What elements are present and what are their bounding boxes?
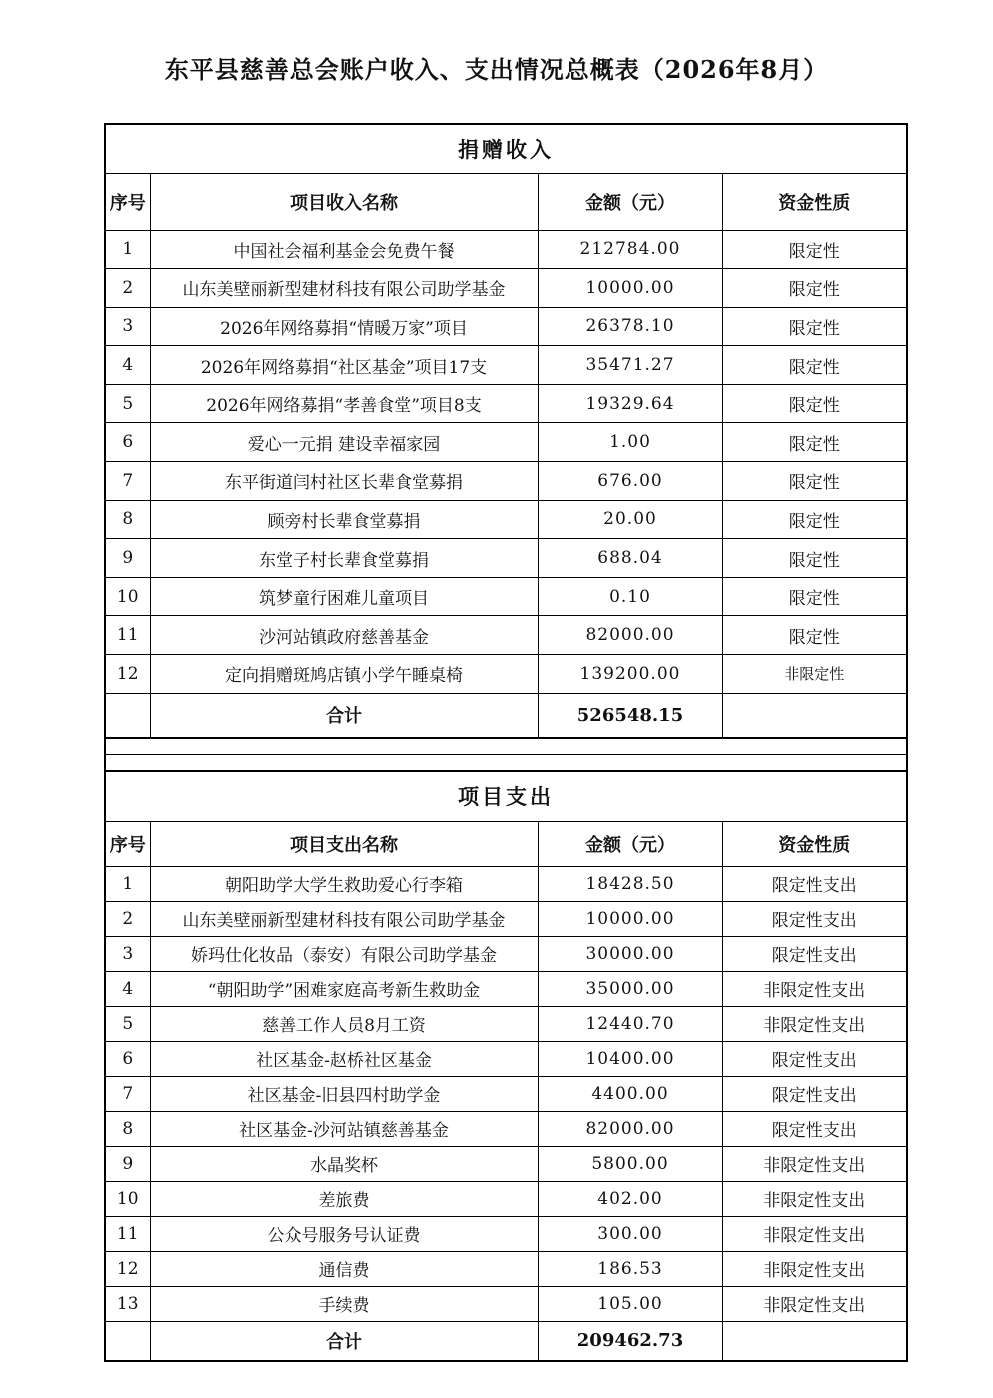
row-amount: 4400.00 xyxy=(538,1076,722,1111)
row-nature: 限定性 xyxy=(722,539,907,578)
page-title: 东平县慈善总会账户收入、支出情况总概表（2026年8月） xyxy=(164,55,829,84)
row-amount: 82000.00 xyxy=(538,1111,722,1146)
income-header-no: 序号 xyxy=(105,173,150,230)
row-name: 2026年网络募捐“情暖万家”项目 xyxy=(150,307,538,346)
row-number: 11 xyxy=(105,1216,150,1251)
row-nature: 非限定性支出 xyxy=(722,1251,907,1286)
row-number: 12 xyxy=(105,655,150,694)
row-amount: 30000.00 xyxy=(538,936,722,971)
row-nature: 限定性支出 xyxy=(722,1111,907,1146)
row-number: 10 xyxy=(105,577,150,616)
row-name: 娇玛仕化妆品（泰安）有限公司助学基金 xyxy=(150,936,538,971)
spacer-cell xyxy=(105,739,907,755)
row-number: 13 xyxy=(105,1286,150,1321)
row-amount: 139200.00 xyxy=(538,655,722,694)
expense-header-amount: 金额（元） xyxy=(538,821,722,866)
row-name: 山东美壁丽新型建材科技有限公司助学基金 xyxy=(150,901,538,936)
expense-section-title: 项目支出 xyxy=(105,771,907,821)
table-row xyxy=(105,616,907,655)
expense-header-nature: 资金性质 xyxy=(722,821,907,866)
section-spacer xyxy=(104,738,908,771)
row-amount: 300.00 xyxy=(538,1216,722,1251)
row-name: 爱心一元捐 建设幸福家园 xyxy=(150,423,538,462)
row-number: 2 xyxy=(105,269,150,308)
income-section-row xyxy=(105,124,907,173)
table-row xyxy=(105,230,907,269)
table-row xyxy=(105,1111,907,1146)
row-number: 6 xyxy=(105,1041,150,1076)
row-number: 7 xyxy=(105,1076,150,1111)
row-amount: 35000.00 xyxy=(538,971,722,1006)
row-nature: 限定性 xyxy=(722,616,907,655)
row-number: 3 xyxy=(105,307,150,346)
row-number: 7 xyxy=(105,462,150,501)
row-number: 5 xyxy=(105,384,150,423)
spacer-cell xyxy=(105,755,907,771)
expense-table-body xyxy=(105,771,907,1361)
row-nature: 限定性 xyxy=(722,462,907,501)
row-number: 4 xyxy=(105,346,150,385)
row-amount: 18428.50 xyxy=(538,866,722,901)
row-name: 东堂子村长辈食堂募捐 xyxy=(150,539,538,578)
table-row xyxy=(105,1251,907,1286)
table-row xyxy=(105,901,907,936)
table-row xyxy=(105,1181,907,1216)
row-number: 12 xyxy=(105,1251,150,1286)
row-nature: 限定性 xyxy=(722,230,907,269)
row-nature: 非限定性支出 xyxy=(722,1146,907,1181)
income-header-amount: 金额（元） xyxy=(538,173,722,230)
total-row xyxy=(105,693,907,738)
row-nature: 限定性 xyxy=(722,384,907,423)
table-row xyxy=(105,1006,907,1041)
row-name: 山东美壁丽新型建材科技有限公司助学基金 xyxy=(150,269,538,308)
table-row xyxy=(105,1041,907,1076)
expense-table xyxy=(104,770,908,1362)
table-row xyxy=(105,577,907,616)
total-amount: 209462.73 xyxy=(538,1321,722,1361)
table-row xyxy=(105,384,907,423)
row-nature: 非限定性支出 xyxy=(722,1216,907,1251)
table-row xyxy=(105,269,907,308)
table-row xyxy=(105,500,907,539)
total-empty-cell xyxy=(722,693,907,738)
income-header-row xyxy=(105,173,907,230)
row-amount: 402.00 xyxy=(538,1181,722,1216)
income-table xyxy=(104,123,908,739)
table-row xyxy=(105,307,907,346)
row-name: 通信费 xyxy=(150,1251,538,1286)
row-name: 2026年网络募捐“孝善食堂”项目8支 xyxy=(150,384,538,423)
row-nature: 限定性 xyxy=(722,423,907,462)
table-row xyxy=(105,1286,907,1321)
row-amount: 5800.00 xyxy=(538,1146,722,1181)
row-number: 9 xyxy=(105,1146,150,1181)
row-amount: 10000.00 xyxy=(538,269,722,308)
table-row xyxy=(105,423,907,462)
row-amount: 676.00 xyxy=(538,462,722,501)
income-header-nature: 资金性质 xyxy=(722,173,907,230)
row-name: 差旅费 xyxy=(150,1181,538,1216)
row-number: 4 xyxy=(105,971,150,1006)
table-row xyxy=(105,1216,907,1251)
row-name: 中国社会福利基金会免费午餐 xyxy=(150,230,538,269)
total-empty-cell xyxy=(722,1321,907,1361)
total-label: 合计 xyxy=(150,693,538,738)
income-header-name: 项目收入名称 xyxy=(150,173,538,230)
table-row xyxy=(105,936,907,971)
row-nature: 非限定性支出 xyxy=(722,971,907,1006)
row-nature: 非限定性支出 xyxy=(722,1006,907,1041)
row-name: 慈善工作人员8月工资 xyxy=(150,1006,538,1041)
row-amount: 0.10 xyxy=(538,577,722,616)
total-label: 合计 xyxy=(150,1321,538,1361)
row-number: 9 xyxy=(105,539,150,578)
row-amount: 12440.70 xyxy=(538,1006,722,1041)
row-nature: 限定性支出 xyxy=(722,866,907,901)
row-name: “朝阳助学”困难家庭高考新生救助金 xyxy=(150,971,538,1006)
table-row xyxy=(105,1076,907,1111)
row-number: 11 xyxy=(105,616,150,655)
row-nature: 限定性支出 xyxy=(722,1076,907,1111)
table-row xyxy=(105,462,907,501)
table-row xyxy=(105,971,907,1006)
total-row xyxy=(105,1321,907,1361)
row-name: 朝阳助学大学生救助爱心行李箱 xyxy=(150,866,538,901)
row-amount: 20.00 xyxy=(538,500,722,539)
row-amount: 82000.00 xyxy=(538,616,722,655)
row-nature: 非限定性支出 xyxy=(722,1286,907,1321)
total-amount: 526548.15 xyxy=(538,693,722,738)
row-amount: 186.53 xyxy=(538,1251,722,1286)
row-nature: 限定性 xyxy=(722,269,907,308)
row-number: 10 xyxy=(105,1181,150,1216)
table-row xyxy=(105,539,907,578)
spacer-row xyxy=(105,755,907,771)
row-name: 社区基金-赵桥社区基金 xyxy=(150,1041,538,1076)
spacer-row xyxy=(105,739,907,755)
table-row xyxy=(105,655,907,694)
row-number: 1 xyxy=(105,230,150,269)
row-name: 社区基金-旧县四村助学金 xyxy=(150,1076,538,1111)
row-number: 8 xyxy=(105,500,150,539)
income-section-title: 捐赠收入 xyxy=(105,124,907,173)
row-amount: 1.00 xyxy=(538,423,722,462)
row-nature: 限定性 xyxy=(722,577,907,616)
row-nature: 限定性 xyxy=(722,500,907,539)
total-empty-cell xyxy=(105,1321,150,1361)
row-name: 2026年网络募捐“社区基金”项目17支 xyxy=(150,346,538,385)
expense-header-no: 序号 xyxy=(105,821,150,866)
row-nature: 限定性 xyxy=(722,346,907,385)
row-name: 沙河站镇政府慈善基金 xyxy=(150,616,538,655)
row-name: 手续费 xyxy=(150,1286,538,1321)
row-nature: 限定性支出 xyxy=(722,1041,907,1076)
row-number: 5 xyxy=(105,1006,150,1041)
row-amount: 26378.10 xyxy=(538,307,722,346)
row-amount: 10000.00 xyxy=(538,901,722,936)
row-name: 公众号服务号认证费 xyxy=(150,1216,538,1251)
row-name: 顾旁村长辈食堂募捐 xyxy=(150,500,538,539)
table-row xyxy=(105,1146,907,1181)
row-nature: 非限定性 xyxy=(722,655,907,694)
expense-header-row xyxy=(105,821,907,866)
row-name: 定向捐赠斑鸠店镇小学午睡桌椅 xyxy=(150,655,538,694)
table-row xyxy=(105,346,907,385)
row-name: 东平街道闫村社区长辈食堂募捐 xyxy=(150,462,538,501)
total-empty-cell xyxy=(105,693,150,738)
row-nature: 限定性支出 xyxy=(722,901,907,936)
row-nature: 限定性 xyxy=(722,307,907,346)
row-amount: 35471.27 xyxy=(538,346,722,385)
row-number: 2 xyxy=(105,901,150,936)
expense-header-name: 项目支出名称 xyxy=(150,821,538,866)
row-number: 8 xyxy=(105,1111,150,1146)
row-nature: 非限定性支出 xyxy=(722,1181,907,1216)
row-amount: 105.00 xyxy=(538,1286,722,1321)
row-name: 筑梦童行困难儿童项目 xyxy=(150,577,538,616)
row-amount: 10400.00 xyxy=(538,1041,722,1076)
row-amount: 688.04 xyxy=(538,539,722,578)
row-number: 3 xyxy=(105,936,150,971)
row-number: 6 xyxy=(105,423,150,462)
row-name: 社区基金-沙河站镇慈善基金 xyxy=(150,1111,538,1146)
table-row xyxy=(105,866,907,901)
row-amount: 212784.00 xyxy=(538,230,722,269)
expense-section-row xyxy=(105,771,907,821)
row-nature: 限定性支出 xyxy=(722,936,907,971)
row-amount: 19329.64 xyxy=(538,384,722,423)
income-table-body xyxy=(105,124,907,738)
row-name: 水晶奖杯 xyxy=(150,1146,538,1181)
row-number: 1 xyxy=(105,866,150,901)
